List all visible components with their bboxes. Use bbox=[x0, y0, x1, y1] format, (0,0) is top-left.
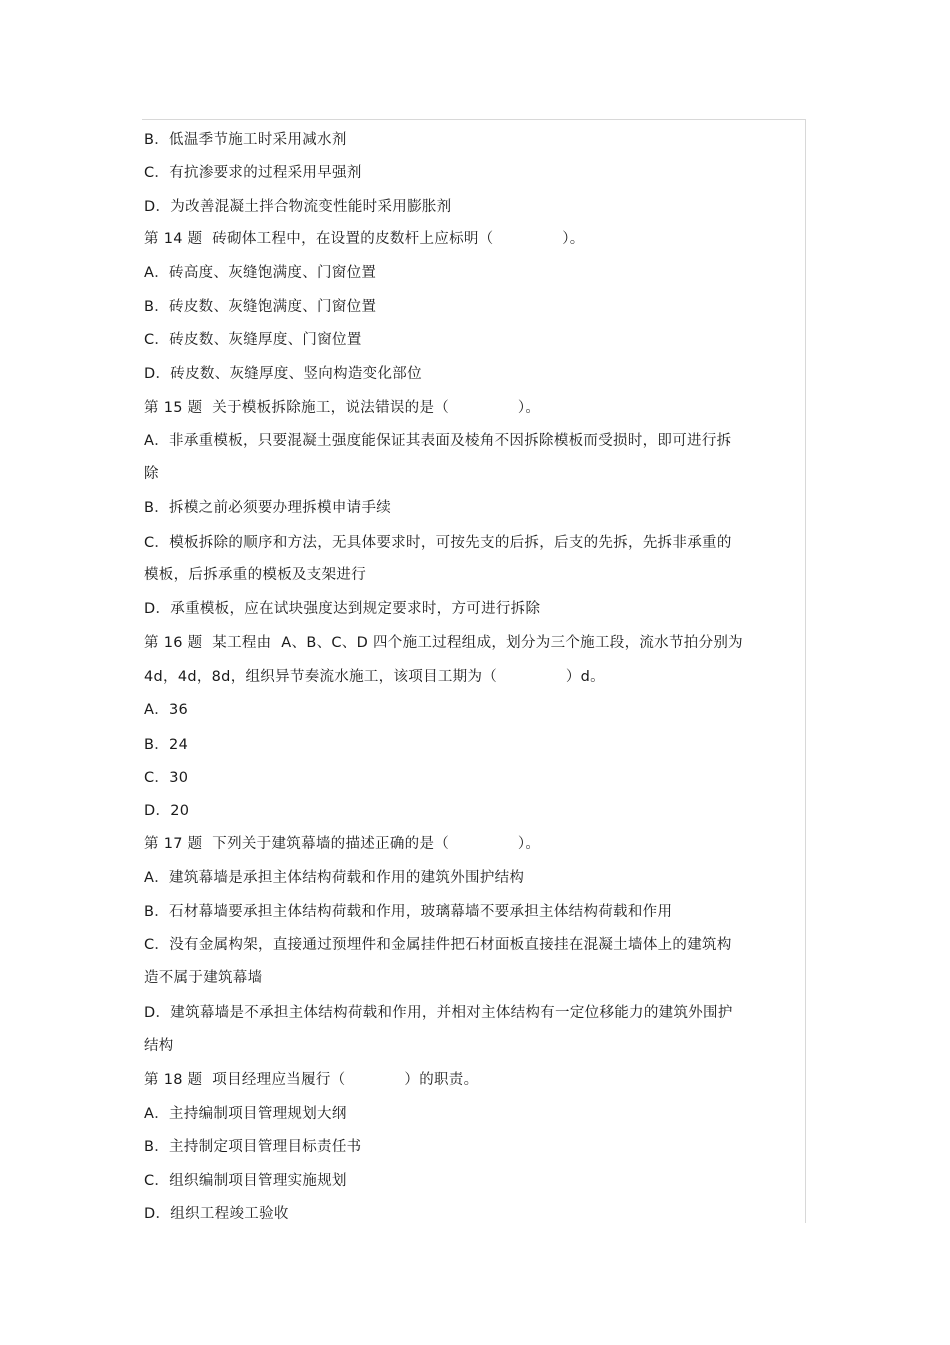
option-b-q18: B．主持制定项目管理目标责任书 bbox=[144, 1139, 362, 1155]
option-d-q15: D．承重模板，应在试块强度达到规定要求时，方可进行拆除 bbox=[144, 601, 541, 617]
option-b-q17: B．石材幕墙要承担主体结构荷载和作用，玻璃幕墙不要承担主体结构荷载和作用 bbox=[144, 904, 673, 920]
option-a-q17: A．建筑幕墙是承担主体结构荷载和作用的建筑外围护结构 bbox=[144, 870, 525, 886]
option-b-q13: B．低温季节施工时采用减水剂 bbox=[144, 132, 347, 148]
option-c-q18: C．组织编制项目管理实施规划 bbox=[144, 1173, 347, 1189]
option-d-q13: D．为改善混凝土拌合物流变性能时采用膨胀剂 bbox=[144, 199, 452, 215]
option-d-q17: D．建筑幕墙是不承担主体结构荷载和作用，并相对主体结构有一定位移能力的建筑外围护 bbox=[144, 1005, 733, 1021]
option-b-q14: B．砖皮数、灰缝饱满度、门窗位置 bbox=[144, 299, 377, 315]
option-a-q14: A．砖高度、灰缝饱满度、门窗位置 bbox=[144, 265, 377, 281]
option-a-q15: A．非承重模板，只要混凝土强度能保证其表面及棱角不因拆除模板而受损时，即可进行拆 bbox=[144, 433, 732, 449]
question-16-cont: 4d，4d，8d，组织异节奏流水施工，该项目工期为（ ）d。 bbox=[144, 669, 605, 685]
option-d-q16: D．20 bbox=[144, 803, 190, 819]
question-14: 第 14 题 砖砌体工程中，在设置的皮数杆上应标明（ ）。 bbox=[144, 231, 585, 247]
option-d-q17-cont: 结构 bbox=[144, 1038, 174, 1054]
option-c-q17-cont: 造不属于建筑幕墙 bbox=[144, 970, 263, 986]
option-c-q15: C．模板拆除的顺序和方法，无具体要求时，可按先支的后拆，后支的先拆，先拆非承重的 bbox=[144, 535, 732, 551]
question-17: 第 17 题 下列关于建筑幕墙的描述正确的是（ ）。 bbox=[144, 836, 541, 852]
option-c-q16: C．30 bbox=[144, 770, 189, 786]
option-b-q16: B．24 bbox=[144, 737, 189, 753]
option-c-q13: C．有抗渗要求的过程采用早强剂 bbox=[144, 165, 362, 181]
question-16: 第 16 题 某工程由 A、B、C、D 四个施工过程组成，划分为三个施工段，流水节拍分别为 bbox=[144, 635, 743, 651]
option-d-q18: D．组织工程竣工验收 bbox=[144, 1206, 289, 1222]
option-a-q15-cont: 除 bbox=[144, 466, 159, 482]
option-c-q15-cont: 模板，后拆承重的模板及支架进行 bbox=[144, 567, 366, 583]
option-c-q17: C．没有金属构架，直接通过预埋件和金属挂件把石材面板直接挂在混凝土墙体上的建筑构 bbox=[144, 937, 732, 953]
question-15: 第 15 题 关于模板拆除施工，说法错误的是（ ）。 bbox=[144, 400, 541, 416]
option-a-q16: A．36 bbox=[144, 702, 189, 718]
option-a-q18: A．主持编制项目管理规划大纲 bbox=[144, 1106, 347, 1122]
option-c-q14: C．砖皮数、灰缝厚度、门窗位置 bbox=[144, 332, 362, 348]
option-b-q15: B．拆模之前必须要办理拆模申请手续 bbox=[144, 500, 392, 516]
question-18: 第 18 题 项目经理应当履行（ ）的职责。 bbox=[144, 1072, 479, 1088]
option-d-q14: D．砖皮数、灰缝厚度、竖向构造变化部位 bbox=[144, 366, 422, 382]
